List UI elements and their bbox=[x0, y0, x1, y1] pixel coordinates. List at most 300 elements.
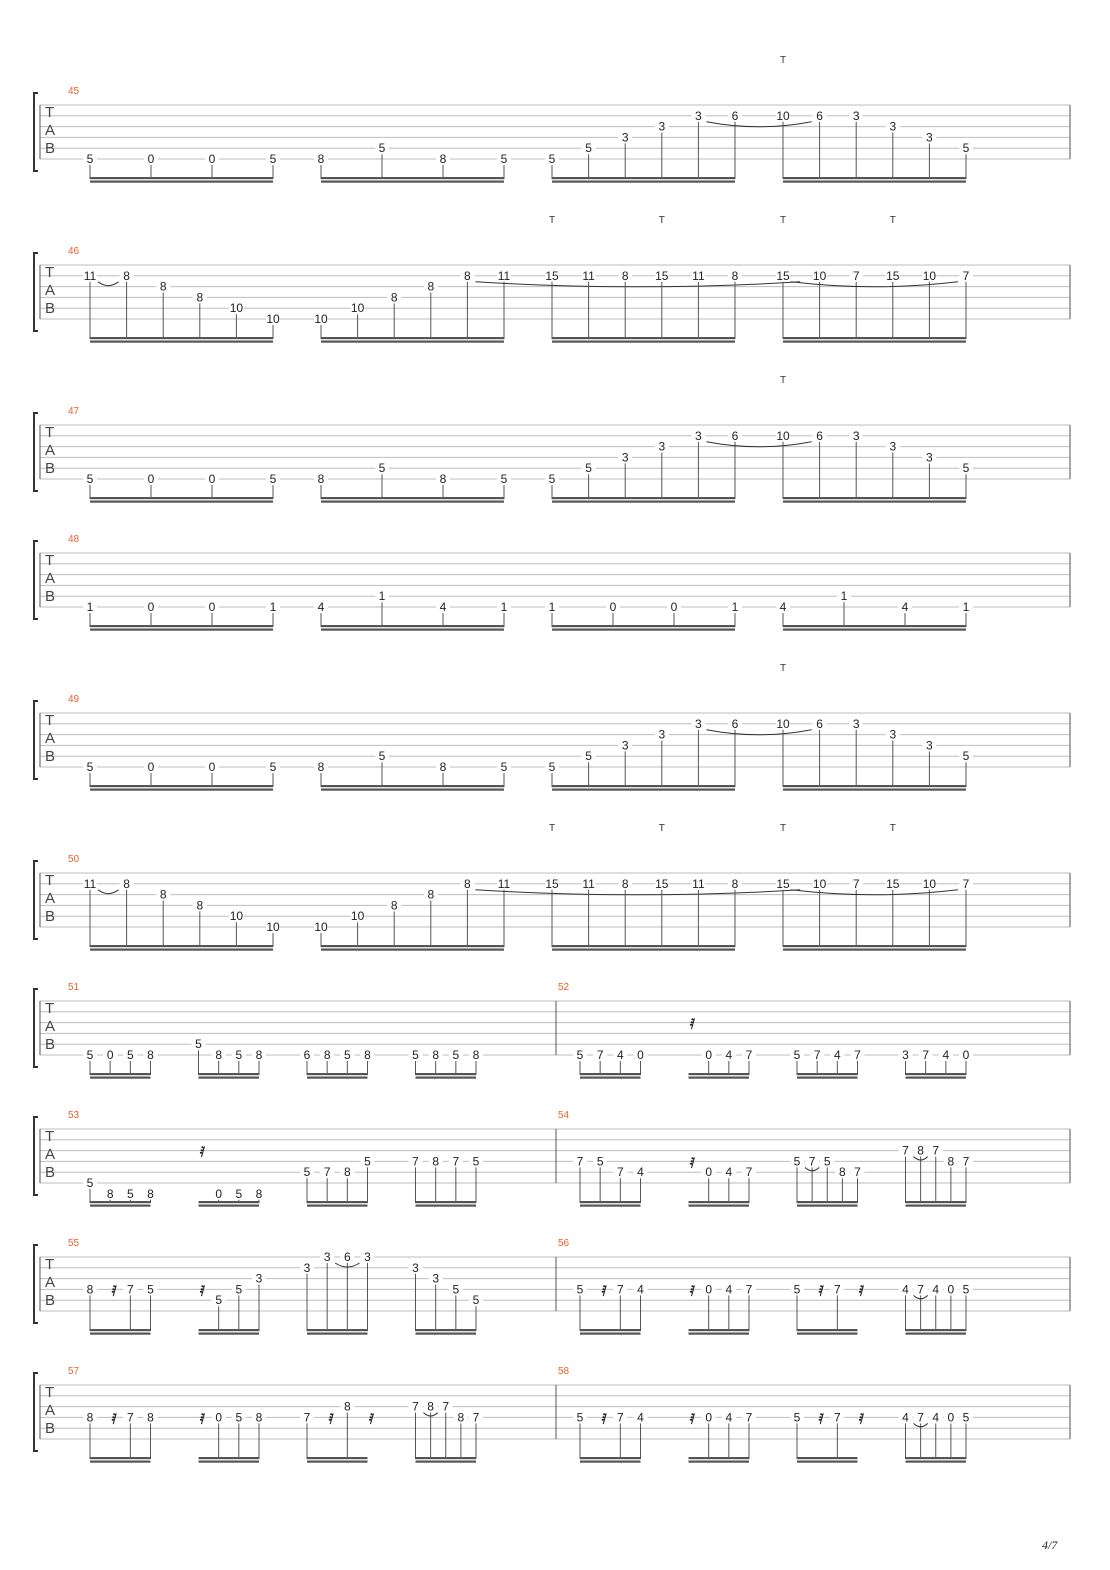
beat-group bbox=[409, 1400, 484, 1463]
fret-number: 15 bbox=[886, 268, 900, 283]
beam bbox=[552, 177, 735, 179]
fret-number: 3 bbox=[852, 428, 860, 443]
tab-clef-letter: T bbox=[45, 552, 55, 569]
tap-mark: T bbox=[779, 375, 787, 386]
beat-group bbox=[409, 1261, 484, 1335]
fret-number: 10 bbox=[776, 428, 790, 443]
beam bbox=[416, 1457, 477, 1459]
fret-number: 5 bbox=[962, 1410, 970, 1425]
fret-number: 5 bbox=[962, 141, 970, 156]
fret-number: 0 bbox=[208, 472, 216, 486]
beam bbox=[783, 945, 966, 947]
fret-number: 3 bbox=[926, 738, 933, 753]
fret-number: 8 bbox=[731, 876, 739, 891]
fret-number: 5 bbox=[962, 1282, 970, 1297]
fret-number: 7 bbox=[452, 1154, 460, 1169]
fret-number: 4 bbox=[439, 600, 447, 614]
beam bbox=[906, 1457, 967, 1459]
fret-number: 8 bbox=[147, 1048, 154, 1062]
fret-number: 5 bbox=[86, 152, 94, 166]
fret-number: 11 bbox=[582, 876, 595, 891]
beam bbox=[552, 949, 735, 951]
fret-number: 8 bbox=[427, 1399, 434, 1414]
fret-number: 10 bbox=[350, 909, 365, 924]
fret-number: 7 bbox=[813, 1048, 821, 1062]
beam bbox=[199, 1077, 260, 1079]
rest-symbol: 𝅀 bbox=[689, 1154, 696, 1171]
fret-number: 8 bbox=[427, 887, 435, 902]
fret-number: 7 bbox=[616, 1282, 624, 1297]
staff-system bbox=[34, 534, 1070, 631]
fret-number: 5 bbox=[86, 760, 94, 774]
beat-group bbox=[776, 375, 973, 503]
beam bbox=[321, 341, 504, 343]
fret-number: 8 bbox=[196, 898, 204, 913]
fret-number: 10 bbox=[229, 301, 244, 316]
fret-number: 4 bbox=[637, 1282, 644, 1297]
beat-group bbox=[192, 1037, 267, 1079]
beat-group bbox=[199, 1272, 267, 1335]
fret-number: 5 bbox=[793, 1154, 801, 1169]
beam bbox=[783, 629, 966, 631]
beat-group bbox=[776, 589, 973, 631]
fret-number: 1 bbox=[86, 600, 94, 614]
staff-system bbox=[34, 982, 1070, 1079]
measure-number: 54 bbox=[558, 1110, 570, 1121]
beam bbox=[90, 1205, 151, 1207]
tab-clef-letter: B bbox=[45, 460, 56, 477]
beat-group bbox=[409, 1048, 484, 1079]
fret-number: 5 bbox=[596, 1154, 604, 1169]
beam bbox=[307, 1073, 368, 1075]
fret-number: 8 bbox=[147, 1186, 154, 1201]
beam bbox=[552, 341, 735, 343]
fret-number: 5 bbox=[472, 1154, 480, 1169]
fret-number: 8 bbox=[439, 152, 447, 166]
fret-number: 7 bbox=[323, 1165, 331, 1180]
rest-symbol: 𝅀 bbox=[858, 1282, 865, 1299]
beam bbox=[321, 785, 504, 787]
fret-number: 8 bbox=[427, 279, 435, 294]
fret-number: 8 bbox=[390, 898, 398, 913]
fret-number: 3 bbox=[695, 716, 702, 731]
fret-number: 3 bbox=[889, 119, 897, 134]
tab-clef-letter: T bbox=[45, 104, 55, 121]
fret-number: 5 bbox=[378, 749, 386, 764]
tap-mark: T bbox=[658, 823, 665, 834]
beam bbox=[797, 1073, 858, 1075]
fret-number: 11 bbox=[692, 876, 705, 891]
fret-number: 8 bbox=[457, 1410, 465, 1425]
fret-number: 5 bbox=[576, 1048, 584, 1062]
fret-number: 5 bbox=[269, 760, 277, 774]
fret-number: 7 bbox=[412, 1399, 419, 1414]
system-brace bbox=[34, 541, 38, 619]
beam bbox=[90, 1457, 151, 1459]
tab-clef-letter: T bbox=[45, 712, 55, 729]
page-number: 4/7 bbox=[1042, 1538, 1058, 1552]
fret-number: 0 bbox=[705, 1282, 713, 1297]
staff-system bbox=[34, 663, 1070, 791]
fret-number: 6 bbox=[731, 716, 739, 731]
fret-number: 4 bbox=[637, 1410, 644, 1425]
tab-clef-letter: B bbox=[45, 908, 56, 925]
fret-number: 8 bbox=[215, 1048, 223, 1062]
beam bbox=[199, 1329, 260, 1331]
fret-number: 4 bbox=[725, 1165, 733, 1180]
beam bbox=[90, 177, 273, 179]
system-brace bbox=[34, 1117, 38, 1195]
tab-clef-letter: B bbox=[45, 748, 56, 765]
fret-number: 0 bbox=[705, 1048, 713, 1062]
beat-group bbox=[689, 1410, 757, 1462]
rest-symbol: 𝅀 bbox=[601, 1410, 607, 1427]
fret-number: 7 bbox=[917, 1282, 924, 1297]
fret-number: 5 bbox=[793, 1048, 801, 1062]
fret-number: 3 bbox=[695, 428, 702, 443]
system-brace bbox=[34, 861, 38, 939]
fret-number: 6 bbox=[816, 428, 823, 443]
measure-number: 57 bbox=[68, 1366, 80, 1377]
tie-arc bbox=[475, 890, 800, 895]
beat-group bbox=[899, 1282, 974, 1334]
beat-group bbox=[545, 823, 742, 951]
fret-number: 8 bbox=[86, 1410, 94, 1425]
beat-group bbox=[790, 1048, 865, 1079]
fret-number: 10 bbox=[776, 108, 790, 123]
fret-number: 8 bbox=[432, 1048, 440, 1062]
measure-number: 58 bbox=[558, 1366, 570, 1377]
fret-number: 3 bbox=[852, 716, 860, 731]
beam bbox=[580, 1205, 641, 1207]
fret-number: 7 bbox=[745, 1165, 753, 1180]
fret-number: 8 bbox=[432, 1154, 440, 1169]
beam bbox=[906, 1205, 967, 1207]
beat-group bbox=[573, 1048, 648, 1079]
fret-number: 4 bbox=[901, 600, 909, 614]
tie-arc bbox=[706, 730, 811, 735]
beat-group bbox=[776, 823, 973, 951]
fret-number: 5 bbox=[793, 1282, 801, 1297]
beam bbox=[90, 625, 273, 627]
fret-number: 8 bbox=[464, 268, 471, 283]
beat-group bbox=[199, 1144, 267, 1207]
tap-mark: T bbox=[779, 55, 787, 66]
fret-number: 1 bbox=[378, 589, 386, 604]
fret-number: 5 bbox=[962, 461, 970, 476]
fret-number: 8 bbox=[364, 1048, 371, 1062]
beam bbox=[90, 337, 273, 339]
beam bbox=[797, 1077, 858, 1079]
fret-number: 10 bbox=[812, 268, 827, 283]
measure-number: 56 bbox=[558, 1238, 570, 1249]
beam bbox=[321, 181, 504, 183]
fret-number: 0 bbox=[215, 1410, 223, 1425]
beam bbox=[307, 1333, 368, 1335]
beam bbox=[416, 1329, 477, 1331]
measure-number: 51 bbox=[68, 982, 80, 993]
staff-system bbox=[34, 1366, 1070, 1463]
tap-mark: T bbox=[889, 215, 896, 226]
beam bbox=[552, 625, 735, 627]
beam bbox=[906, 1461, 967, 1463]
beam bbox=[321, 501, 504, 503]
beat-group bbox=[545, 717, 812, 791]
fret-number: 6 bbox=[816, 716, 823, 731]
fret-number: 0 bbox=[208, 600, 216, 614]
fret-number: 0 bbox=[947, 1282, 955, 1297]
fret-number: 5 bbox=[343, 1048, 351, 1062]
fret-number: 11 bbox=[83, 876, 97, 891]
fret-number: 5 bbox=[412, 1048, 419, 1062]
tie-arc bbox=[98, 890, 119, 894]
beam bbox=[307, 1077, 368, 1079]
beat-group bbox=[300, 1250, 375, 1335]
fret-number: 4 bbox=[779, 600, 787, 614]
fret-number: 7 bbox=[962, 268, 970, 283]
fret-number: 5 bbox=[500, 472, 508, 486]
rest-symbol: 𝅀 bbox=[858, 1410, 865, 1427]
tab-clef-letter: A bbox=[45, 1274, 56, 1291]
system-brace bbox=[34, 253, 38, 331]
tap-mark: T bbox=[779, 663, 787, 674]
rest-symbol: 𝅀 bbox=[328, 1410, 334, 1427]
beat-group bbox=[776, 663, 973, 791]
beat-group bbox=[314, 141, 511, 183]
fret-number: 15 bbox=[655, 268, 669, 283]
beam bbox=[580, 1073, 641, 1075]
tab-clef-letter: A bbox=[45, 730, 56, 747]
fret-number: 0 bbox=[147, 472, 155, 486]
beat-group bbox=[83, 269, 280, 343]
fret-number: 15 bbox=[545, 876, 559, 891]
beam bbox=[580, 1077, 641, 1079]
fret-number: 3 bbox=[303, 1260, 311, 1275]
fret-number: 0 bbox=[670, 600, 678, 614]
fret-number: 10 bbox=[812, 876, 827, 891]
fret-number: 10 bbox=[922, 268, 937, 283]
beam bbox=[689, 1077, 750, 1079]
tab-clef-letter: B bbox=[45, 588, 56, 605]
fret-number: 8 bbox=[106, 1186, 114, 1201]
fret-number: 5 bbox=[126, 1186, 134, 1201]
tab-clef-letter: B bbox=[45, 300, 56, 317]
fret-number: 7 bbox=[745, 1282, 753, 1297]
measure-number: 49 bbox=[68, 694, 80, 705]
fret-number: 8 bbox=[731, 268, 739, 283]
fret-number: 1 bbox=[269, 600, 277, 614]
tap-mark: T bbox=[548, 215, 556, 226]
beam bbox=[783, 785, 966, 787]
fret-number: 5 bbox=[235, 1048, 243, 1062]
fret-number: 5 bbox=[303, 1165, 311, 1180]
fret-number: 8 bbox=[159, 279, 167, 294]
fret-number: 8 bbox=[343, 1165, 351, 1180]
beam bbox=[90, 945, 273, 947]
tab-clef-letter: T bbox=[45, 1256, 55, 1273]
fret-number: 4 bbox=[317, 600, 325, 614]
fret-number: 0 bbox=[637, 1048, 644, 1062]
beam bbox=[90, 341, 273, 343]
fret-number: 7 bbox=[854, 1165, 861, 1180]
beat-group bbox=[545, 600, 742, 631]
beam bbox=[90, 789, 273, 791]
fret-number: 5 bbox=[235, 1282, 243, 1297]
fret-number: 5 bbox=[86, 472, 94, 486]
beam bbox=[906, 1329, 967, 1331]
beam bbox=[321, 337, 504, 339]
beam bbox=[321, 949, 504, 951]
fret-number: 7 bbox=[833, 1410, 841, 1425]
fret-number: 7 bbox=[745, 1048, 753, 1062]
fret-number: 15 bbox=[776, 268, 790, 283]
beat-group bbox=[300, 1400, 375, 1463]
fret-number: 3 bbox=[621, 450, 629, 465]
fret-number: 10 bbox=[922, 876, 937, 891]
beam bbox=[307, 1201, 368, 1203]
fret-number: 5 bbox=[86, 1048, 94, 1062]
fret-number: 3 bbox=[255, 1271, 263, 1286]
beat-group bbox=[689, 1282, 757, 1334]
tie-arc bbox=[706, 122, 811, 127]
beam bbox=[783, 949, 966, 951]
beam bbox=[416, 1077, 477, 1079]
fret-number: 4 bbox=[725, 1410, 733, 1425]
fret-number: 8 bbox=[439, 472, 447, 486]
beam bbox=[689, 1457, 750, 1459]
fret-number: 7 bbox=[852, 268, 860, 283]
tab-clef-letter: B bbox=[45, 1292, 56, 1309]
fret-number: 10 bbox=[266, 312, 280, 326]
beam bbox=[797, 1461, 858, 1463]
fret-number: 5 bbox=[235, 1186, 243, 1201]
fret-number: 3 bbox=[621, 130, 629, 145]
beam bbox=[783, 341, 966, 343]
beam bbox=[416, 1333, 477, 1335]
beat-group bbox=[314, 589, 511, 631]
beam bbox=[307, 1461, 368, 1463]
fret-number: 6 bbox=[343, 1250, 351, 1264]
fret-number: 5 bbox=[378, 461, 386, 476]
fret-number: 5 bbox=[576, 1410, 584, 1425]
beam bbox=[552, 337, 735, 339]
fret-number: 1 bbox=[840, 589, 848, 604]
fret-number: 6 bbox=[731, 108, 739, 123]
beam bbox=[552, 181, 735, 183]
tab-clef-letter: A bbox=[45, 1402, 56, 1419]
system-brace bbox=[34, 1245, 38, 1323]
fret-number: 8 bbox=[343, 1399, 351, 1414]
fret-number: 11 bbox=[497, 268, 511, 283]
beam bbox=[90, 785, 273, 787]
fret-number: 8 bbox=[159, 887, 167, 902]
fret-number: 10 bbox=[314, 920, 328, 934]
fret-number: 3 bbox=[889, 727, 897, 742]
fret-number: 0 bbox=[705, 1165, 713, 1180]
fret-number: 8 bbox=[255, 1410, 263, 1425]
rest-symbol: 𝅀 bbox=[199, 1143, 206, 1160]
fret-number: 6 bbox=[816, 108, 823, 123]
beam bbox=[783, 177, 966, 179]
beat-group bbox=[899, 1410, 974, 1462]
fret-number: 5 bbox=[269, 472, 277, 486]
fret-number: 8 bbox=[196, 290, 204, 305]
fret-number: 4 bbox=[932, 1410, 940, 1425]
beat-group bbox=[790, 1154, 865, 1206]
beam bbox=[783, 501, 966, 503]
rest-symbol: 𝅀 bbox=[818, 1282, 824, 1299]
fret-number: 7 bbox=[126, 1282, 134, 1297]
fret-number: 5 bbox=[472, 1293, 480, 1308]
fret-number: 5 bbox=[452, 1048, 460, 1062]
fret-number: 3 bbox=[432, 1271, 440, 1286]
fret-number: 1 bbox=[731, 600, 739, 614]
system-brace bbox=[34, 93, 38, 171]
beat-group bbox=[83, 1176, 158, 1207]
fret-number: 8 bbox=[621, 876, 629, 891]
beat-group bbox=[790, 1410, 865, 1462]
staff-system bbox=[34, 375, 1070, 503]
beam bbox=[783, 337, 966, 339]
beam bbox=[199, 1333, 260, 1335]
system-brace bbox=[34, 989, 38, 1067]
beam bbox=[580, 1333, 641, 1335]
staff-system bbox=[34, 823, 1070, 951]
fret-number: 7 bbox=[833, 1282, 841, 1297]
beat-group bbox=[83, 760, 280, 791]
beam bbox=[199, 1073, 260, 1075]
beam bbox=[90, 1201, 151, 1203]
beam bbox=[797, 1205, 858, 1207]
fret-number: 5 bbox=[576, 1282, 584, 1297]
beam bbox=[552, 789, 735, 791]
beam bbox=[906, 1201, 967, 1203]
staff-system bbox=[34, 55, 1070, 183]
fret-number: 0 bbox=[215, 1186, 223, 1201]
fret-number: 3 bbox=[926, 130, 933, 145]
fret-number: 7 bbox=[596, 1048, 604, 1062]
fret-number: 3 bbox=[364, 1250, 371, 1264]
tab-clef-letter: A bbox=[45, 282, 56, 299]
rest-symbol: 𝅀 bbox=[689, 1015, 696, 1032]
fret-number: 5 bbox=[195, 1037, 202, 1052]
tab-clef-letter: T bbox=[45, 1384, 55, 1401]
rest-symbol: 𝅀 bbox=[818, 1410, 824, 1427]
fret-number: 5 bbox=[86, 1176, 94, 1190]
beam bbox=[90, 1461, 151, 1463]
beat-group bbox=[83, 1282, 158, 1334]
fret-number: 8 bbox=[317, 760, 325, 774]
fret-number: 7 bbox=[616, 1165, 624, 1180]
tab-clef-letter: A bbox=[45, 442, 56, 459]
rest-symbol: 𝅀 bbox=[111, 1282, 117, 1299]
tab-clef-letter: T bbox=[45, 1000, 55, 1017]
tap-mark: T bbox=[779, 215, 787, 226]
fret-number: 3 bbox=[323, 1250, 331, 1264]
fret-number: 8 bbox=[839, 1165, 846, 1180]
fret-number: 3 bbox=[412, 1260, 419, 1275]
fret-number: 7 bbox=[962, 876, 970, 891]
beat-group bbox=[545, 429, 812, 503]
beam bbox=[689, 1461, 750, 1463]
measure-number: 50 bbox=[68, 854, 80, 865]
fret-number: 8 bbox=[255, 1048, 263, 1062]
beat-group bbox=[83, 1048, 158, 1079]
fret-number: 15 bbox=[886, 876, 900, 891]
beat-group bbox=[689, 1016, 757, 1079]
fret-number: 4 bbox=[725, 1048, 733, 1062]
fret-number: 3 bbox=[902, 1048, 909, 1062]
